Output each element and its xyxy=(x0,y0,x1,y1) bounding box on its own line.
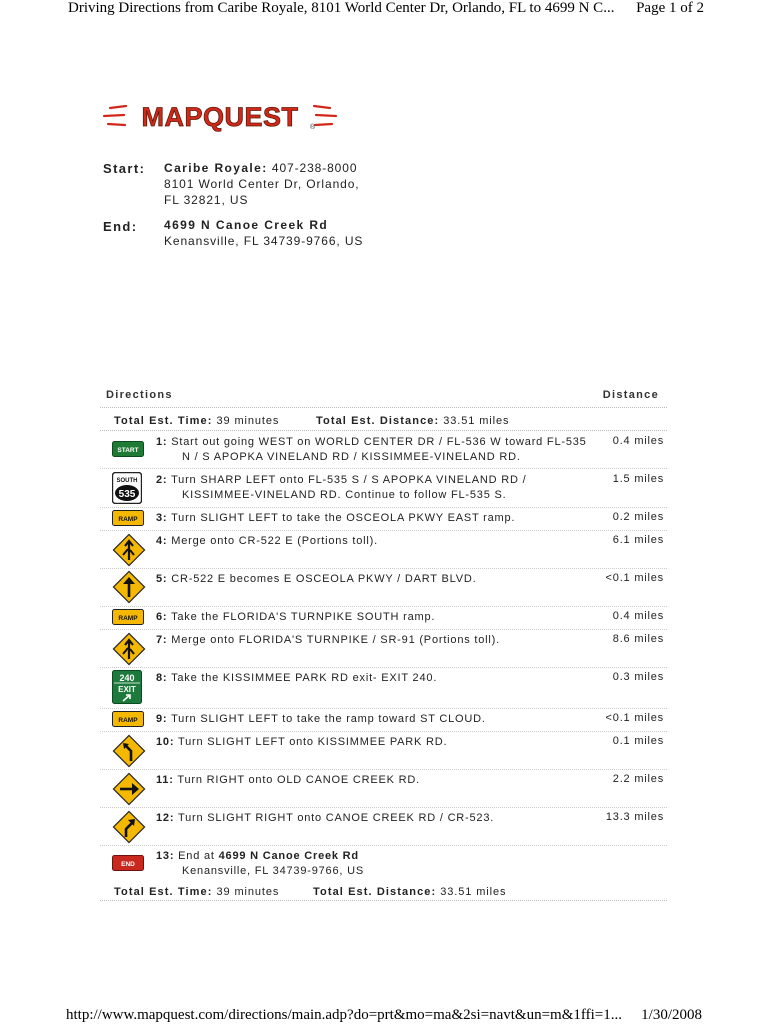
straight-arrow-sign-icon xyxy=(112,570,146,609)
svg-text:RAMP: RAMP xyxy=(118,717,138,724)
step-distance: 13.3 miles xyxy=(605,811,664,823)
step-row-12 xyxy=(100,808,667,845)
fl-535-south-shield-icon xyxy=(112,472,142,509)
print-footer-url: http://www.mapquest.com/directions/main.adp?do=prt&mo=ma&2si=navt&un=m&1ffi=1... xyxy=(66,1007,622,1023)
step-distance: <0.1 miles xyxy=(605,572,664,584)
merge-sign-icon xyxy=(112,533,146,572)
start-label: Start: xyxy=(103,161,146,176)
ramp-sign-icon xyxy=(112,609,144,630)
start-city: FL 32821, US xyxy=(164,193,249,207)
end-sign-icon xyxy=(112,855,144,876)
print-header-page: Page 1 of 2 xyxy=(636,0,704,16)
svg-text:END: END xyxy=(121,861,135,868)
step-row-4 xyxy=(100,531,667,568)
end-name: 4699 N Canoe Creek Rd xyxy=(164,218,329,232)
end-address xyxy=(164,217,363,249)
svg-text:535: 535 xyxy=(118,489,136,500)
total-time-top: Total Est. Time: 39 minutes xyxy=(114,415,280,427)
step-text: 11: Turn RIGHT onto OLD CANOE CREEK RD. xyxy=(156,774,420,786)
step-row-10 xyxy=(100,732,667,769)
divider xyxy=(100,900,667,901)
step-distance: 2.2 miles xyxy=(612,773,664,785)
total-time-bottom: Total Est. Time: 39 minutes xyxy=(114,886,280,898)
right-turn-sign-icon xyxy=(112,772,146,811)
step-row-3 xyxy=(100,508,667,530)
start-sign-icon xyxy=(112,441,144,462)
step-text: 12: Turn SLIGHT RIGHT onto CANOE CREEK RD / CR-523. xyxy=(156,812,495,824)
ramp-sign-icon xyxy=(112,711,144,732)
step-text: 2: Turn SHARP LEFT onto FL-535 S / S APOPKA VINELAND RD / KISSIMMEE-VINELAND RD. Continue to follow FL-535 S. xyxy=(156,474,527,501)
step-text: 6: Take the FLORIDA'S TURNPIKE SOUTH ramp. xyxy=(156,611,436,623)
svg-text:SOUTH: SOUTH xyxy=(116,478,138,484)
step-text: 10: Turn SLIGHT LEFT onto KISSIMMEE PARK RD. xyxy=(156,736,448,748)
directions-header: Directions xyxy=(106,389,173,401)
print-header-title: Driving Directions from Caribe Royale, 8101 World Center Dr, Orlando, FL to 4699 N C... xyxy=(68,0,615,16)
mapquest-logo[interactable] xyxy=(100,96,340,140)
start-address xyxy=(164,160,360,208)
step-text: 3: Turn SLIGHT LEFT to take the OSCEOLA PKWY EAST ramp. xyxy=(156,512,516,524)
start-name: Caribe Royale: xyxy=(164,161,268,175)
svg-text:EXIT: EXIT xyxy=(118,685,136,694)
step-text: 9: Turn SLIGHT LEFT to take the ramp toward ST CLOUD. xyxy=(156,713,486,725)
svg-text:START: START xyxy=(117,447,139,454)
total-distance-bottom: Total Est. Distance: 33.51 miles xyxy=(313,886,507,898)
step-row-11 xyxy=(100,770,667,807)
step-distance: 0.1 miles xyxy=(612,735,664,747)
step-text: 13: End at 4699 N Canoe Creek Rd Kenansville, FL 34739-9766, US xyxy=(156,850,364,877)
step-text: 7: Merge onto FLORIDA'S TURNPIKE / SR-91 (Portions toll). xyxy=(156,634,500,646)
slight-right-sign-icon xyxy=(112,810,146,849)
step-distance: 6.1 miles xyxy=(612,534,664,546)
end-city: Kenansville, FL 34739-9766, US xyxy=(164,234,364,248)
step-distance: 0.4 miles xyxy=(612,435,664,447)
step-row-2 xyxy=(100,469,667,507)
step-row-1 xyxy=(100,431,667,468)
ramp-sign-icon xyxy=(112,510,144,531)
divider xyxy=(100,407,667,408)
step-row-5 xyxy=(100,569,667,606)
step-text: 1: Start out going WEST on WORLD CENTER DR / FL-536 W toward FL-535 N / S APOPKA VINELAND RD / KISSIMMEE-VINELAND RD. xyxy=(156,436,587,463)
svg-text:RAMP: RAMP xyxy=(118,615,138,622)
step-row-8 xyxy=(100,668,667,708)
step-text: 4: Merge onto CR-522 E (Portions toll). xyxy=(156,535,378,547)
step-row-9 xyxy=(100,709,667,731)
step-distance: 0.3 miles xyxy=(612,671,664,683)
svg-text:®: ® xyxy=(310,124,316,131)
merge-sign-icon xyxy=(112,632,146,671)
end-label: End: xyxy=(103,219,138,234)
slight-left-sign-icon xyxy=(112,734,146,773)
exit-240-sign-icon xyxy=(112,670,142,709)
step-text: 5: CR-522 E becomes E OSCEOLA PKWY / DART BLVD. xyxy=(156,573,477,585)
svg-text:240: 240 xyxy=(119,673,135,683)
step-text: 8: Take the KISSIMMEE PARK RD exit- EXIT 240. xyxy=(156,672,438,684)
step-distance: 0.4 miles xyxy=(612,610,664,622)
start-street: 8101 World Center Dr, Orlando, xyxy=(164,177,360,191)
distance-header: Distance xyxy=(602,389,659,401)
step-distance: <0.1 miles xyxy=(605,712,664,724)
step-row-7 xyxy=(100,630,667,667)
total-distance-top: Total Est. Distance: 33.51 miles xyxy=(316,415,510,427)
print-footer-date: 1/30/2008 xyxy=(641,1007,702,1023)
start-phone: 407-238-8000 xyxy=(271,161,358,175)
step-distance: 1.5 miles xyxy=(612,473,664,485)
svg-text:RAMP: RAMP xyxy=(118,516,138,523)
step-distance: 8.6 miles xyxy=(612,633,664,645)
step-row-13 xyxy=(100,846,667,883)
step-row-6 xyxy=(100,607,667,629)
logo-wordmark: MAPQUEST xyxy=(141,102,299,132)
step-distance: 0.2 miles xyxy=(612,511,664,523)
